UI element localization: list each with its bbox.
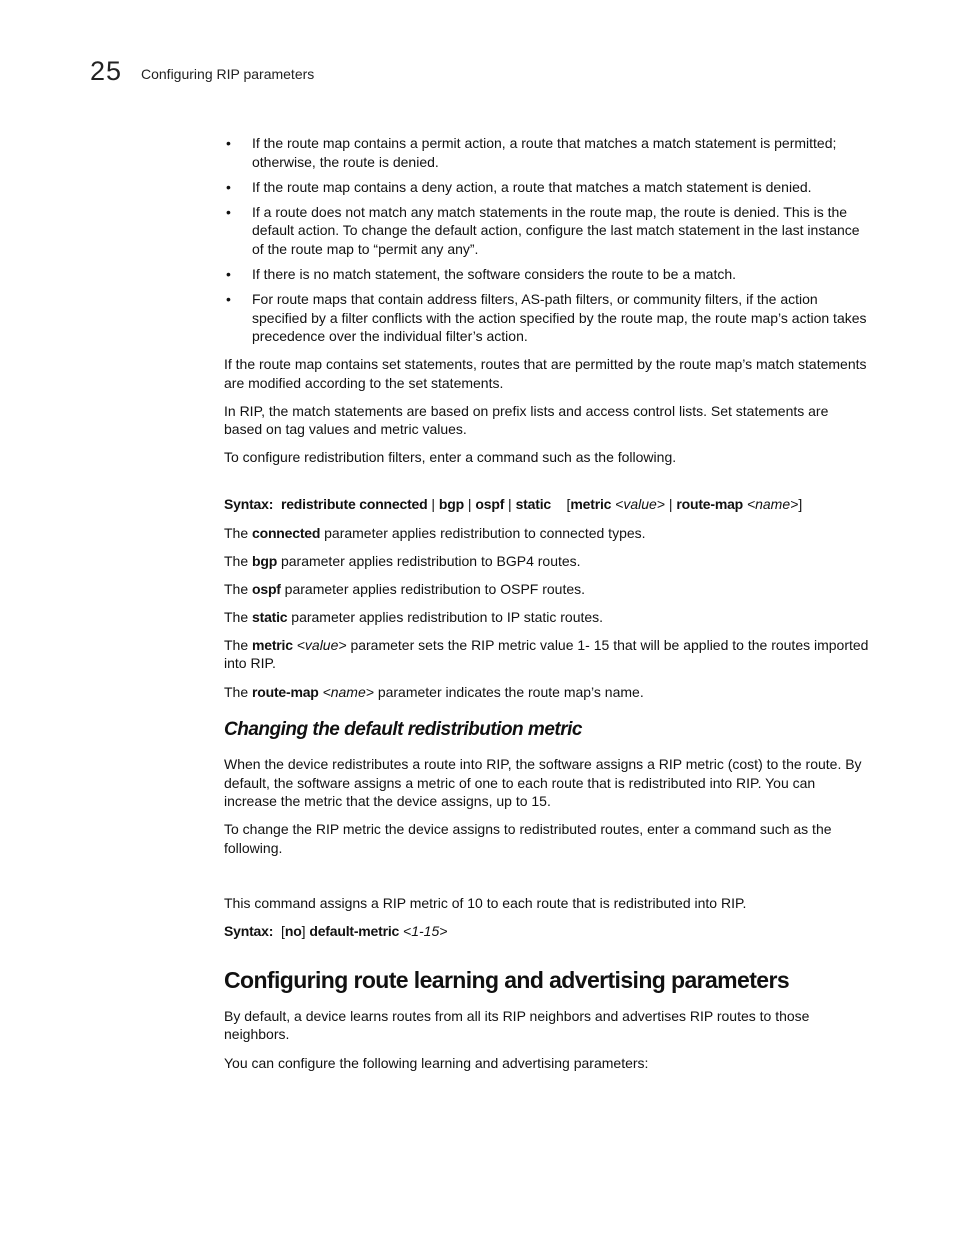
list-item: • For route maps that contain address filters, AS-path filters, or community filters, if the action specified by a filter conflicts with the action specified by the route map, the route map’s action takes precedence over the individual filter’s action. — [226, 291, 867, 345]
section-heading-route-learning: Configuring route learning and advertising parameters — [224, 966, 790, 993]
bullet-icon: • — [226, 135, 231, 151]
param-bgp: The bgp parameter applies redistribution to BGP4 routes. — [224, 552, 581, 569]
paragraph: This command assigns a RIP metric of 10 to each route that is redistributed into RIP. — [224, 895, 747, 912]
param-metric: The metric <value> parameter sets the RIP metric value 1- 15 that will be applied to the routes imported into RIP. — [224, 636, 869, 672]
syntax-redistribute: Syntax: redistribute connected | bgp | ospf | static [metric <value> | route-map <name>] — [224, 496, 803, 513]
param-static: The static parameter applies redistribution to IP static routes. — [224, 608, 604, 625]
command-example-space — [224, 476, 870, 495]
section-heading-default-metric: Changing the default redistribution metric — [224, 719, 582, 741]
route-map-rules-list — [224, 134, 870, 346]
bullet-icon: • — [226, 266, 231, 283]
paragraph: You can configure the following learning and advertising parameters: — [224, 1054, 649, 1071]
paragraph: To configure redistribution filters, enter a command such as the following. — [224, 449, 677, 466]
syntax-default-metric: Syntax: [no] default-metric <1-15> — [224, 923, 448, 940]
list-item: • If there is no match statement, the software considers the route to be a match. — [226, 266, 737, 283]
bullet-icon: • — [226, 178, 231, 195]
list-item: • If the route map contains a permit action, a route that matches a match statement is permitted; otherwise, the route is denied. — [226, 135, 837, 170]
paragraph: When the device redistributes a route into RIP, the software assigns a RIP metric (cost) to the route. By default, the software assigns a metric of one to each route that is redistributed into RIP. You can increase the metric that the device assigns, up to 15. — [224, 756, 862, 810]
paragraph: If the route map contains set statements, routes that are permitted by the route map’s match statements are modified according to the set statements. — [224, 355, 867, 391]
paragraph: In RIP, the match statements are based on prefix lists and access control lists. Set statements are based on tag values and metric values. — [224, 402, 829, 438]
param-route-map: The route-map <name> parameter indicates the route map’s name. — [224, 683, 644, 700]
paragraph: To change the RIP metric the device assigns to redistributed routes, enter a command such as the following. — [224, 821, 832, 857]
chapter-title: Configuring RIP parameters — [141, 66, 315, 82]
list-item: • If a route does not match any match statements in the route map, the route is denied. This is the default action. To change the default action, configure the last match statement in the last instance of the route map to “permit any any”. — [226, 203, 860, 257]
list-item: • If the route map contains a deny action, a route that matches a match statement is denied. — [226, 178, 812, 195]
param-connected: The connected parameter applies redistribution to connected types. — [224, 524, 646, 541]
chapter-number: 25 — [90, 56, 123, 86]
page-body — [224, 134, 870, 1082]
bullet-icon: • — [226, 203, 231, 220]
paragraph: By default, a device learns routes from all its RIP neighbors and advertises RIP routes to those neighbors. — [224, 1007, 810, 1043]
bullet-icon: • — [226, 291, 231, 308]
command-example-space — [224, 867, 870, 894]
param-ospf: The ospf parameter applies redistribution to OSPF routes. — [224, 580, 586, 597]
page-header — [90, 55, 490, 91]
